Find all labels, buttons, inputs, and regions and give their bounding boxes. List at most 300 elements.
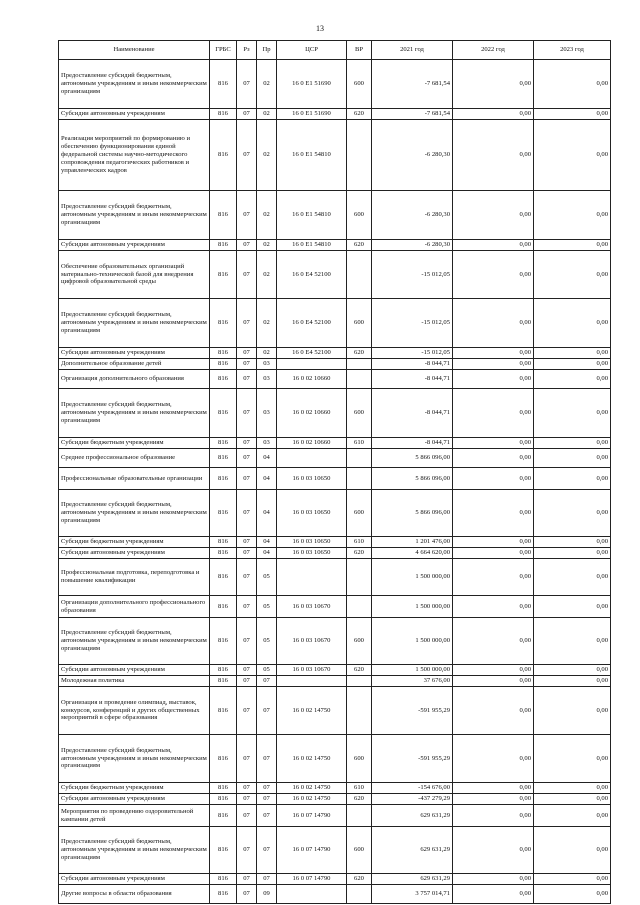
table-row: [59, 537, 611, 548]
cell-vr: [347, 370, 372, 389]
cell-2022: 0,00: [453, 805, 534, 827]
cell-csr: 16 0 07 14790: [277, 827, 347, 874]
budget-table: [58, 40, 611, 904]
cell-rz: 07: [237, 490, 257, 537]
cell-rz: 07: [237, 438, 257, 449]
cell-pr: 05: [257, 665, 277, 676]
cell-2022: 0,00: [453, 548, 534, 559]
cell-pr: 02: [257, 240, 277, 251]
cell-vr: [347, 676, 372, 687]
cell-csr: 16 0 02 14750: [277, 735, 347, 783]
cell-csr: 16 0 02 10660: [277, 389, 347, 438]
table-row: [59, 348, 611, 359]
table-row: [59, 687, 611, 735]
cell-csr: 16 0 03 10670: [277, 618, 347, 665]
cell-grbs: 816: [210, 370, 237, 389]
cell-2023: 0,00: [534, 120, 611, 191]
cell-rz: 07: [237, 109, 257, 120]
cell-2023: 0,00: [534, 559, 611, 596]
cell-name: Молодежная политика: [59, 676, 210, 687]
header-vr: ВР: [347, 41, 372, 60]
cell-csr: 16 0 03 10670: [277, 596, 347, 618]
cell-grbs: 816: [210, 687, 237, 735]
cell-name: Субсидии бюджетным учреждениям: [59, 537, 210, 548]
table-row: [59, 490, 611, 537]
cell-grbs: 816: [210, 676, 237, 687]
header-csr: ЦСР: [277, 41, 347, 60]
cell-pr: 02: [257, 348, 277, 359]
cell-2023: 0,00: [534, 676, 611, 687]
table-body: [59, 60, 611, 904]
table-row: [59, 794, 611, 805]
cell-pr: 09: [257, 885, 277, 904]
cell-grbs: 816: [210, 191, 237, 240]
cell-csr: 16 0 E1 51690: [277, 60, 347, 109]
cell-csr: 16 0 E1 54810: [277, 191, 347, 240]
cell-2022: 0,00: [453, 559, 534, 596]
cell-2022: 0,00: [453, 885, 534, 904]
cell-csr: 16 0 03 10650: [277, 537, 347, 548]
cell-pr: 04: [257, 548, 277, 559]
cell-rz: 07: [237, 359, 257, 370]
cell-csr: 16 0 02 10660: [277, 438, 347, 449]
cell-2021: 5 866 096,00: [372, 468, 453, 490]
cell-2022: 0,00: [453, 687, 534, 735]
table-row: [59, 735, 611, 783]
cell-pr: 03: [257, 370, 277, 389]
cell-2023: 0,00: [534, 191, 611, 240]
cell-pr: 07: [257, 735, 277, 783]
cell-name: Субсидии автономным учреждениям: [59, 548, 210, 559]
cell-2021: -8 044,71: [372, 389, 453, 438]
cell-2021: -8 044,71: [372, 370, 453, 389]
cell-csr: 16 0 E1 54810: [277, 120, 347, 191]
cell-grbs: 816: [210, 468, 237, 490]
table-row: [59, 359, 611, 370]
table-row: [59, 438, 611, 449]
cell-2023: 0,00: [534, 618, 611, 665]
cell-rz: 07: [237, 805, 257, 827]
cell-2021: -591 955,29: [372, 735, 453, 783]
cell-2021: -8 044,71: [372, 359, 453, 370]
cell-2021: -7 681,54: [372, 60, 453, 109]
cell-name: Предоставление субсидий бюджетным, автономным учреждениям и иным некоммерческим организациям: [59, 735, 210, 783]
cell-2021: 5 866 096,00: [372, 449, 453, 468]
cell-2023: 0,00: [534, 359, 611, 370]
cell-grbs: 816: [210, 559, 237, 596]
cell-csr: 16 0 02 10660: [277, 370, 347, 389]
cell-rz: 07: [237, 348, 257, 359]
cell-pr: 03: [257, 389, 277, 438]
header-year-2022: 2022 год: [453, 41, 534, 60]
cell-pr: 02: [257, 299, 277, 348]
cell-rz: 07: [237, 537, 257, 548]
cell-pr: 03: [257, 438, 277, 449]
cell-grbs: 816: [210, 389, 237, 438]
cell-pr: 07: [257, 805, 277, 827]
cell-vr: [347, 468, 372, 490]
cell-pr: 05: [257, 559, 277, 596]
cell-rz: 07: [237, 676, 257, 687]
cell-pr: 03: [257, 359, 277, 370]
cell-grbs: 816: [210, 251, 237, 299]
cell-2022: 0,00: [453, 109, 534, 120]
cell-vr: 620: [347, 109, 372, 120]
cell-csr: 16 0 E1 54810: [277, 240, 347, 251]
cell-2022: 0,00: [453, 299, 534, 348]
cell-rz: 07: [237, 665, 257, 676]
cell-grbs: 816: [210, 438, 237, 449]
cell-rz: 07: [237, 596, 257, 618]
cell-csr: 16 0 02 14750: [277, 783, 347, 794]
cell-rz: 07: [237, 120, 257, 191]
cell-vr: [347, 251, 372, 299]
cell-2021: 5 866 096,00: [372, 490, 453, 537]
cell-csr: 16 0 03 10650: [277, 490, 347, 537]
cell-vr: 620: [347, 240, 372, 251]
cell-name: Среднее профессиональное образование: [59, 449, 210, 468]
cell-rz: 07: [237, 618, 257, 665]
cell-grbs: 816: [210, 596, 237, 618]
cell-rz: 07: [237, 60, 257, 109]
cell-grbs: 816: [210, 537, 237, 548]
cell-2023: 0,00: [534, 449, 611, 468]
cell-name: Предоставление субсидий бюджетным, автономным учреждениям и иным некоммерческим организациям: [59, 827, 210, 874]
cell-2022: 0,00: [453, 783, 534, 794]
cell-csr: 16 0 07 14790: [277, 874, 347, 885]
cell-name: Профессиональные образовательные организации: [59, 468, 210, 490]
cell-2021: 1 500 000,00: [372, 596, 453, 618]
cell-2021: -15 012,05: [372, 251, 453, 299]
cell-2022: 0,00: [453, 665, 534, 676]
table-row: [59, 120, 611, 191]
cell-2023: 0,00: [534, 240, 611, 251]
cell-2023: 0,00: [534, 251, 611, 299]
cell-csr: 16 0 E4 52100: [277, 251, 347, 299]
cell-pr: 07: [257, 783, 277, 794]
cell-vr: [347, 805, 372, 827]
cell-grbs: 816: [210, 120, 237, 191]
table-row: [59, 548, 611, 559]
cell-2023: 0,00: [534, 827, 611, 874]
cell-grbs: 816: [210, 548, 237, 559]
cell-rz: 07: [237, 548, 257, 559]
header-year-2023: 2023 год: [534, 41, 611, 60]
cell-rz: 07: [237, 687, 257, 735]
cell-2021: 1 500 000,00: [372, 665, 453, 676]
cell-2022: 0,00: [453, 618, 534, 665]
cell-name: Профессиональная подготовка, переподготовка и повышение квалификации: [59, 559, 210, 596]
cell-rz: 07: [237, 783, 257, 794]
cell-2022: 0,00: [453, 735, 534, 783]
cell-2021: -6 280,30: [372, 191, 453, 240]
table-row: [59, 596, 611, 618]
cell-rz: 07: [237, 251, 257, 299]
cell-csr: [277, 676, 347, 687]
cell-rz: 07: [237, 370, 257, 389]
cell-csr: 16 0 03 10650: [277, 548, 347, 559]
table-row: [59, 805, 611, 827]
cell-2021: 4 664 620,00: [372, 548, 453, 559]
cell-csr: 16 0 E1 51690: [277, 109, 347, 120]
table-row: [59, 60, 611, 109]
cell-pr: 02: [257, 60, 277, 109]
cell-2021: -8 044,71: [372, 438, 453, 449]
cell-vr: 600: [347, 735, 372, 783]
cell-vr: [347, 559, 372, 596]
cell-grbs: 816: [210, 618, 237, 665]
cell-vr: 600: [347, 191, 372, 240]
cell-2021: 629 631,29: [372, 805, 453, 827]
cell-grbs: 816: [210, 490, 237, 537]
cell-name: Субсидии автономным учреждениям: [59, 665, 210, 676]
cell-2021: 629 631,29: [372, 874, 453, 885]
table-row: [59, 665, 611, 676]
cell-2022: 0,00: [453, 251, 534, 299]
cell-2021: 1 201 476,00: [372, 537, 453, 548]
cell-2022: 0,00: [453, 596, 534, 618]
cell-name: Предоставление субсидий бюджетным, автономным учреждениям и иным некоммерческим организациям: [59, 490, 210, 537]
cell-pr: 07: [257, 794, 277, 805]
cell-2023: 0,00: [534, 438, 611, 449]
cell-2023: 0,00: [534, 783, 611, 794]
cell-grbs: 816: [210, 665, 237, 676]
cell-pr: 07: [257, 687, 277, 735]
cell-name: Предоставление субсидий бюджетным, автономным учреждениям и иным некоммерческим организациям: [59, 191, 210, 240]
cell-csr: 16 0 E4 52100: [277, 348, 347, 359]
cell-2021: -15 012,05: [372, 299, 453, 348]
cell-name: Предоставление субсидий бюджетным, автономным учреждениям и иным некоммерческим организациям: [59, 299, 210, 348]
cell-2022: 0,00: [453, 348, 534, 359]
cell-pr: 02: [257, 109, 277, 120]
cell-2022: 0,00: [453, 240, 534, 251]
cell-2021: 3 757 014,71: [372, 885, 453, 904]
cell-name: Предоставление субсидий бюджетным, автономным учреждениям и иным некоммерческим организациям: [59, 618, 210, 665]
cell-csr: 16 0 03 10670: [277, 665, 347, 676]
cell-csr: [277, 449, 347, 468]
cell-2023: 0,00: [534, 735, 611, 783]
cell-rz: 07: [237, 885, 257, 904]
cell-pr: 07: [257, 874, 277, 885]
cell-vr: 600: [347, 490, 372, 537]
cell-2023: 0,00: [534, 348, 611, 359]
table-row: [59, 191, 611, 240]
cell-grbs: 816: [210, 449, 237, 468]
cell-csr: 16 0 03 10650: [277, 468, 347, 490]
cell-grbs: 816: [210, 874, 237, 885]
cell-csr: 16 0 02 14750: [277, 794, 347, 805]
cell-vr: 620: [347, 665, 372, 676]
cell-csr: 16 0 07 14790: [277, 805, 347, 827]
cell-csr: 16 0 02 14750: [277, 687, 347, 735]
cell-rz: 07: [237, 735, 257, 783]
cell-2022: 0,00: [453, 874, 534, 885]
cell-csr: [277, 359, 347, 370]
cell-2021: -154 676,00: [372, 783, 453, 794]
cell-2023: 0,00: [534, 537, 611, 548]
cell-2023: 0,00: [534, 389, 611, 438]
cell-2021: 1 500 000,00: [372, 618, 453, 665]
cell-2022: 0,00: [453, 676, 534, 687]
cell-2022: 0,00: [453, 370, 534, 389]
cell-grbs: 816: [210, 109, 237, 120]
cell-vr: 600: [347, 299, 372, 348]
cell-2021: 37 676,00: [372, 676, 453, 687]
table-row: [59, 827, 611, 874]
cell-2022: 0,00: [453, 794, 534, 805]
header-grbs: ГРБС: [210, 41, 237, 60]
header-name: Наименование: [59, 41, 210, 60]
cell-name: Организации дополнительного профессионального образования: [59, 596, 210, 618]
cell-name: Организация дополнительного образования: [59, 370, 210, 389]
cell-2021: -591 955,29: [372, 687, 453, 735]
cell-2021: -6 280,30: [372, 120, 453, 191]
cell-name: Другие вопросы в области образования: [59, 885, 210, 904]
table-row: [59, 251, 611, 299]
cell-2022: 0,00: [453, 359, 534, 370]
cell-2022: 0,00: [453, 438, 534, 449]
cell-pr: 02: [257, 251, 277, 299]
table-row: [59, 468, 611, 490]
cell-name: Мероприятия по проведению оздоровительной кампании детей: [59, 805, 210, 827]
cell-vr: 610: [347, 438, 372, 449]
header-row: [59, 41, 611, 60]
cell-name: Субсидии автономным учреждениям: [59, 794, 210, 805]
header-rz: Рз: [237, 41, 257, 60]
cell-grbs: 816: [210, 348, 237, 359]
cell-rz: 07: [237, 240, 257, 251]
table-row: [59, 874, 611, 885]
cell-name: Субсидии автономным учреждениям: [59, 240, 210, 251]
cell-2023: 0,00: [534, 548, 611, 559]
cell-vr: [347, 120, 372, 191]
cell-name: Дополнительное образование детей: [59, 359, 210, 370]
cell-2021: 629 631,29: [372, 827, 453, 874]
table-row: [59, 240, 611, 251]
cell-vr: [347, 687, 372, 735]
cell-vr: [347, 359, 372, 370]
table-row: [59, 885, 611, 904]
cell-2021: -7 681,54: [372, 109, 453, 120]
cell-grbs: 816: [210, 805, 237, 827]
cell-2023: 0,00: [534, 874, 611, 885]
cell-pr: 02: [257, 191, 277, 240]
cell-name: Субсидии бюджетным учреждениям: [59, 783, 210, 794]
cell-csr: 16 0 E4 52100: [277, 299, 347, 348]
cell-rz: 07: [237, 449, 257, 468]
cell-vr: 610: [347, 783, 372, 794]
cell-name: Обеспечение образовательных организаций материально-технической базой для внедрения цифровой образовательной среды: [59, 251, 210, 299]
cell-vr: 600: [347, 389, 372, 438]
cell-2023: 0,00: [534, 687, 611, 735]
cell-2023: 0,00: [534, 468, 611, 490]
cell-name: Субсидии автономным учреждениям: [59, 109, 210, 120]
header-year-2021: 2021 год: [372, 41, 453, 60]
cell-pr: 07: [257, 676, 277, 687]
cell-vr: 600: [347, 618, 372, 665]
cell-pr: 04: [257, 468, 277, 490]
cell-grbs: 816: [210, 60, 237, 109]
table-row: [59, 299, 611, 348]
cell-rz: 07: [237, 559, 257, 596]
cell-rz: 07: [237, 191, 257, 240]
cell-2022: 0,00: [453, 490, 534, 537]
cell-2022: 0,00: [453, 537, 534, 548]
cell-pr: 05: [257, 618, 277, 665]
cell-vr: [347, 885, 372, 904]
cell-2021: 1 500 000,00: [372, 559, 453, 596]
cell-name: Реализация мероприятий по формированию и обеспечению функционирования единой федеральной системы научно-методического сопровождения педагогических работников и управленческих кадров: [59, 120, 210, 191]
cell-2022: 0,00: [453, 120, 534, 191]
cell-2023: 0,00: [534, 665, 611, 676]
cell-2022: 0,00: [453, 389, 534, 438]
cell-2023: 0,00: [534, 60, 611, 109]
cell-2023: 0,00: [534, 805, 611, 827]
table-row: [59, 676, 611, 687]
cell-2023: 0,00: [534, 109, 611, 120]
cell-vr: [347, 596, 372, 618]
cell-name: Субсидии автономным учреждениям: [59, 874, 210, 885]
cell-grbs: 816: [210, 783, 237, 794]
cell-rz: 07: [237, 794, 257, 805]
cell-pr: 04: [257, 537, 277, 548]
cell-vr: 600: [347, 60, 372, 109]
cell-csr: [277, 885, 347, 904]
cell-name: Организация и проведение олимпиад, выставок, конкурсов, конференций и других общественных мероприятий в сфере образования: [59, 687, 210, 735]
cell-2022: 0,00: [453, 468, 534, 490]
page-number: 13: [316, 24, 324, 33]
cell-grbs: 816: [210, 735, 237, 783]
cell-vr: 620: [347, 794, 372, 805]
cell-2023: 0,00: [534, 885, 611, 904]
cell-vr: 620: [347, 874, 372, 885]
cell-rz: 07: [237, 827, 257, 874]
table-row: [59, 618, 611, 665]
cell-2021: -6 280,30: [372, 240, 453, 251]
cell-grbs: 816: [210, 299, 237, 348]
cell-rz: 07: [237, 389, 257, 438]
cell-name: Предоставление субсидий бюджетным, автономным учреждениям и иным некоммерческим организациям: [59, 60, 210, 109]
table-row: [59, 559, 611, 596]
cell-grbs: 816: [210, 885, 237, 904]
cell-pr: 07: [257, 827, 277, 874]
cell-2023: 0,00: [534, 794, 611, 805]
cell-grbs: 816: [210, 827, 237, 874]
cell-rz: 07: [237, 299, 257, 348]
table-row: [59, 109, 611, 120]
cell-2022: 0,00: [453, 449, 534, 468]
cell-pr: 02: [257, 120, 277, 191]
table-row: [59, 449, 611, 468]
cell-name: Предоставление субсидий бюджетным, автономным учреждениям и иным некоммерческим организациям: [59, 389, 210, 438]
table-row: [59, 389, 611, 438]
cell-grbs: 816: [210, 240, 237, 251]
cell-2023: 0,00: [534, 299, 611, 348]
cell-name: Субсидии автономным учреждениям: [59, 348, 210, 359]
cell-vr: 620: [347, 348, 372, 359]
cell-csr: [277, 559, 347, 596]
cell-pr: 04: [257, 449, 277, 468]
cell-pr: 05: [257, 596, 277, 618]
cell-rz: 07: [237, 874, 257, 885]
header-pr: Пр: [257, 41, 277, 60]
cell-2021: -15 012,05: [372, 348, 453, 359]
cell-2023: 0,00: [534, 490, 611, 537]
cell-name: Субсидии бюджетным учреждениям: [59, 438, 210, 449]
cell-grbs: 816: [210, 359, 237, 370]
cell-pr: 04: [257, 490, 277, 537]
cell-vr: 600: [347, 827, 372, 874]
